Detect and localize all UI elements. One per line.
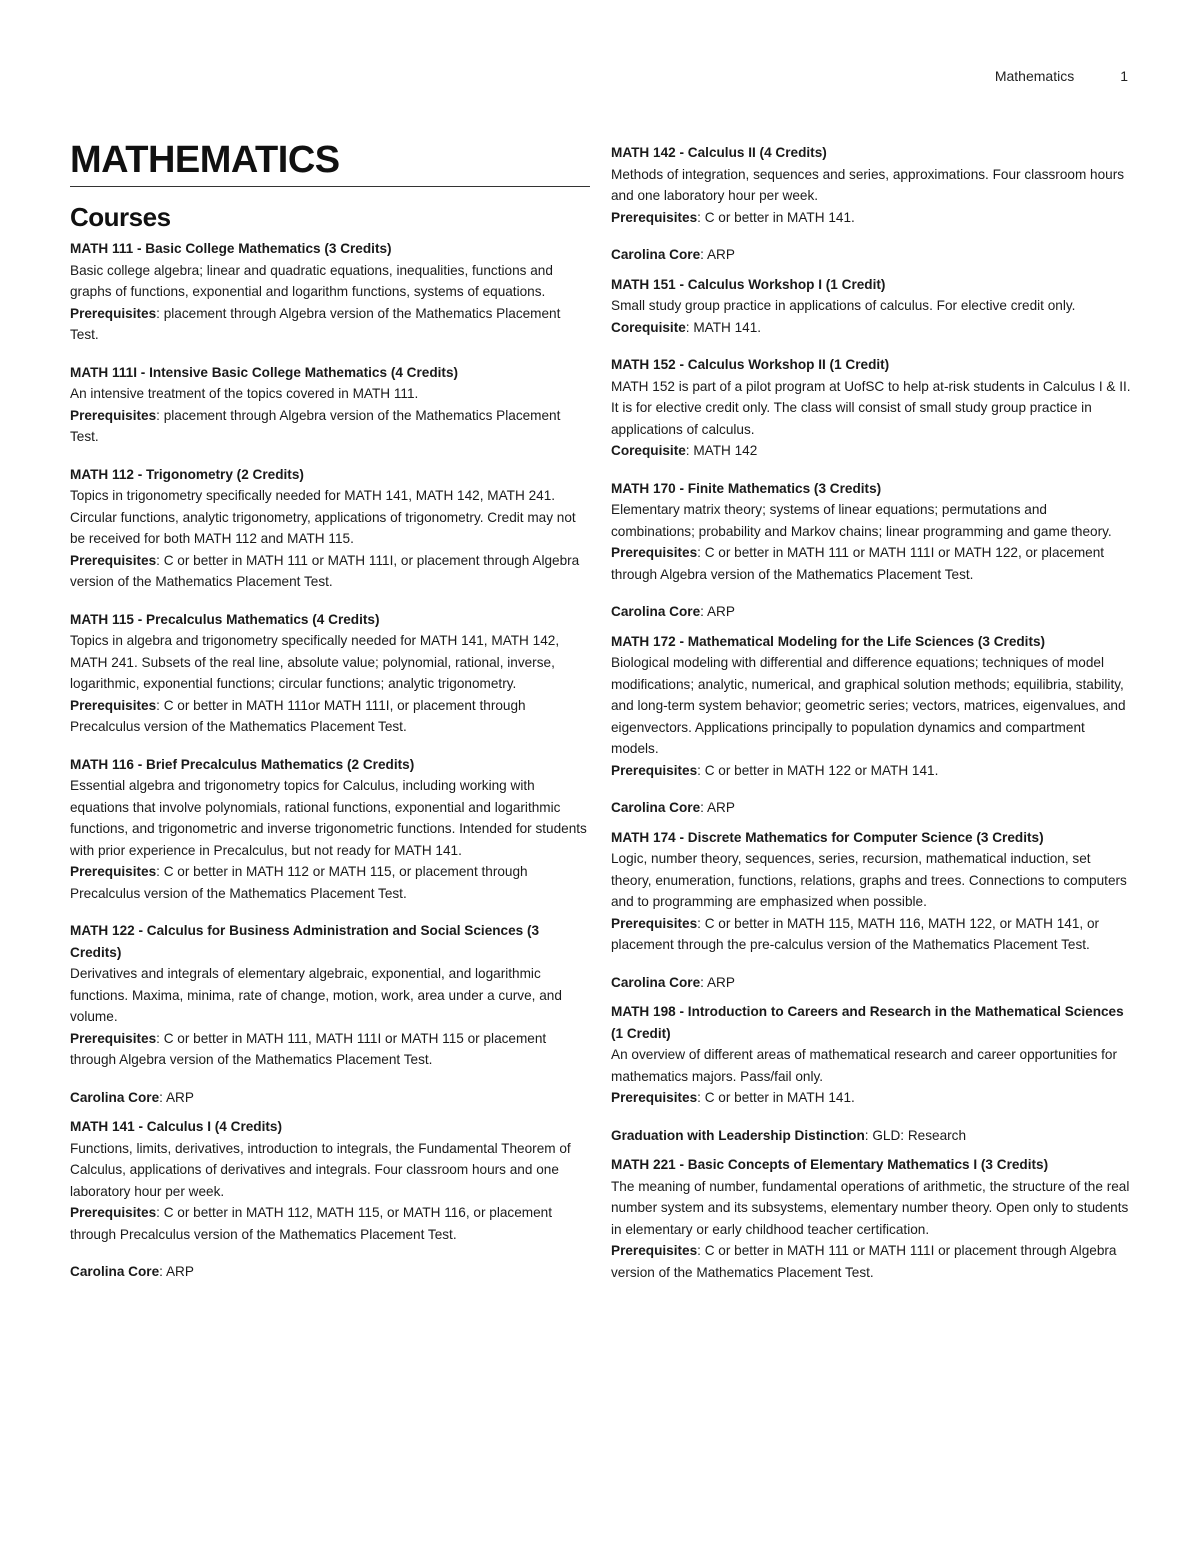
carolina-core-line [70,1087,590,1109]
carolina-core-line [611,972,1133,994]
course-heading: MATH 141 - Calculus I (4 Credits) [70,1119,283,1134]
prereq-label: Prerequisites [70,697,157,713]
course-prerequisites [611,1087,1133,1109]
course-entry [70,464,590,593]
course-entry [611,274,1133,339]
course-prerequisites [611,760,1133,782]
course-heading: MATH 116 - Brief Precalculus Mathematics (2 Credits) [70,756,415,772]
core-label: Carolina Core [611,974,701,990]
coreq-text: : MATH 142 [685,443,758,458]
course-heading: MATH 111I - Intensive Basic College Mathematics (4 Credits) [70,364,459,380]
course-entry [611,1154,1133,1283]
prereq-text: : C or better in MATH 111or MATH 111I, or placement through Precalculus version of the Mathematics Placement Test. [70,697,526,734]
prereq-text: : placement through Algebra version of the Mathematics Placement Test. [70,407,561,444]
core-label: Carolina Core [70,1089,160,1105]
course-description: Elementary matrix theory; systems of linear equations; permutations and combinations; probability and Markov chains; linear programming and game theory. [611,502,1112,539]
course-description: Topics in trigonometry specifically needed for MATH 141, MATH 142, MATH 241. Circular functions, analytic trigonometry, applications of trigonometry. Credit may not be received for both MATH 112 and MATH 115. [70,488,576,546]
prereq-label: Prerequisites [70,864,157,879]
course-heading: MATH 174 - Discrete Mathematics for Computer Science (3 Credits) [611,829,1044,845]
course-heading: MATH 111 - Basic College Mathematics (3 Credits) [70,241,392,256]
course-heading: MATH 115 - Precalculus Mathematics (4 Credits) [70,611,380,627]
course-entry [611,631,1133,782]
page-number: 1 [1120,68,1128,84]
course-prerequisites [70,303,590,346]
running-header-section: Mathematics [994,68,1075,84]
course-heading: MATH 172 - Mathematical Modeling for the Life Sciences (3 Credits) [611,633,1046,649]
course-prerequisites [611,913,1133,956]
course-entry [611,827,1133,956]
prereq-text: : C or better in MATH 111, MATH 111I or MATH 115 or placement through Algebra version of the Mathematics Placement Test. [70,1030,547,1067]
course-entry [70,238,590,346]
course-prerequisites [70,695,590,738]
course-heading: MATH 122 - Calculus for Business Administration and Social Sciences (3 Credits) [70,923,540,960]
core-label: Carolina Core [611,604,701,619]
core-label: Graduation with Leadership Distinction [611,1127,865,1143]
course-entry [611,354,1133,462]
core-value: : ARP [700,974,735,990]
course-prerequisites [70,861,590,904]
course-heading: MATH 151 - Calculus Workshop I (1 Credit) [611,276,886,292]
course-entry [70,920,590,1071]
course-prerequisites [70,550,590,593]
course-description: Derivatives and integrals of elementary algebraic, exponential, and logarithmic functions. Maxima, minima, rate of change, motion, work, area under a curve, and volume. [70,966,562,1024]
course-entry [70,754,590,905]
course-entry [611,1001,1133,1109]
course-description: Functions, limits, derivatives, introduction to integrals, the Fundamental Theorem of Calculus, applications of derivatives and integrals. Four classroom hours and one laboratory hour per week. [70,1140,571,1199]
prereq-label: Prerequisites [611,1243,698,1258]
course-corequisite [611,317,1133,339]
core-value: : ARP [159,1264,194,1279]
course-entry [70,609,590,738]
left-column [70,238,590,1283]
course-prerequisites [611,207,1133,229]
course-prerequisites [611,542,1133,585]
course-heading: MATH 152 - Calculus Workshop II (1 Credit) [611,357,890,372]
course-entry [611,142,1133,228]
course-entry [611,478,1133,586]
leadership-distinction-line [611,1125,1133,1147]
carolina-core-line [611,244,1133,266]
prereq-text: : C or better in MATH 122 or MATH 141. [697,762,939,778]
core-label: Carolina Core [611,247,701,262]
core-value: : GLD: Research [864,1127,967,1143]
prereq-label: Prerequisites [611,915,698,931]
coreq-label: Corequisite [611,443,686,458]
course-heading: MATH 221 - Basic Concepts of Elementary Mathematics I (3 Credits) [611,1157,1049,1172]
core-value: : ARP [700,247,735,262]
course-heading: MATH 112 - Trigonometry (2 Credits) [70,466,304,482]
course-entry [70,1116,590,1245]
prereq-text: : C or better in MATH 112 or MATH 115, or placement through Precalculus version of the Mathematics Placement Test. [70,864,528,901]
course-description: The meaning of number, fundamental operations of arithmetic, the structure of the real number system and its subsystems, elementary number theory. Open only to students in elementary or early childhood teacher certification. [611,1178,1130,1237]
prereq-label: Prerequisites [70,407,157,423]
course-prerequisites [70,1028,590,1071]
prereq-label: Prerequisites [611,762,698,778]
prereq-label: Prerequisites [70,1030,157,1046]
course-description: Topics in algebra and trigonometry specifically needed for MATH 141, MATH 142, MATH 241. Subsets of the real line, absolute value; polynomial, rational, inverse, logarithmic, exponential functions; circular functions; analytic trigonometry. [70,633,560,691]
prereq-text: : C or better in MATH 111 or MATH 111I or placement through Algebra version of the Mathematics Placement Test. [611,1243,1117,1280]
course-prerequisites [70,405,590,448]
section-title: Courses [70,202,171,232]
page-title: MATHEMATICS [70,138,590,187]
prereq-text: : C or better in MATH 115, MATH 116, MATH 122, or MATH 141, or placement through the pre-calculus version of the Mathematics Placement Test. [611,915,1100,952]
prereq-label: Prerequisites [611,545,698,560]
core-value: : ARP [700,800,735,815]
running-header [995,68,1128,84]
prereq-text: : C or better in MATH 111 or MATH 111I, or placement through Algebra version of the Mathematics Placement Test. [70,552,580,589]
prereq-text: : C or better in MATH 141. [697,1090,855,1105]
course-heading: MATH 170 - Finite Mathematics (3 Credits) [611,480,882,496]
core-value: : ARP [159,1089,194,1105]
course-description: Biological modeling with differential and difference equations; techniques of model modifications; analytic, numerical, and graphical solution methods; equilibria, stability, and long-term system behavior; geometric series; vectors, matrices, eigenvalues, and eigenvectors. Applications principally to population dynamics and compartment models. [611,655,1126,756]
carolina-core-line [611,601,1133,623]
course-entry [70,362,590,448]
course-description: Small study group practice in applications of calculus. For elective credit only. [611,298,1076,313]
core-value: : ARP [700,604,735,619]
course-description: Basic college algebra; linear and quadratic equations, inequalities, functions and graphs of functions, exponential and logarithm functions, systems of equations. [70,262,553,299]
prereq-label: Prerequisites [70,552,157,568]
core-label: Carolina Core [70,1264,160,1279]
course-prerequisites [70,1202,590,1245]
course-description: Methods of integration, sequences and series, approximations. Four classroom hours and one laboratory hour per week. [611,166,1125,203]
course-description: An intensive treatment of the topics covered in MATH 111. [70,386,419,401]
course-heading: MATH 142 - Calculus II (4 Credits) [611,145,827,160]
prereq-label: Prerequisites [611,209,698,225]
coreq-text: : MATH 141. [685,319,762,335]
right-column [611,142,1133,1283]
course-corequisite [611,440,1133,462]
carolina-core-line [611,797,1133,819]
prereq-label: Prerequisites [611,1090,698,1105]
prereq-label: Prerequisites [70,1205,157,1220]
course-description: An overview of different areas of mathematical research and career opportunities for mathematics majors. Pass/fail only. [611,1047,1118,1084]
course-description: MATH 152 is part of a pilot program at UofSC to help at-risk students in Calculus I & II. It is for elective credit only. The class will consist of small study group practice in applications of calculus. [611,378,1131,437]
prereq-text: : C or better in MATH 111 or MATH 111I or MATH 122, or placement through Algebra version of the Mathematics Placement Test. [611,545,1105,582]
prereq-text: : C or better in MATH 112, MATH 115, or MATH 116, or placement through Precalculus version of the Mathematics Placement Test. [70,1205,553,1242]
course-prerequisites [611,1240,1133,1283]
course-heading: MATH 198 - Introduction to Careers and Research in the Mathematical Sciences (1 Credit) [611,1004,1124,1041]
carolina-core-line [70,1261,590,1283]
prereq-text: : C or better in MATH 141. [697,209,855,225]
coreq-label: Corequisite [611,319,686,335]
course-description: Essential algebra and trigonometry topics for Calculus, including working with equations that involve polynomials, rational functions, exponential and logarithmic functions, and trigonometric and inverse trigonometric functions. Intended for students with prior experience in Precalculus, but not ready for MATH 141. [70,778,587,858]
prereq-label: Prerequisites [70,305,157,321]
prereq-text: : placement through Algebra version of the Mathematics Placement Test. [70,305,561,342]
core-label: Carolina Core [611,800,701,815]
course-description: Logic, number theory, sequences, series, recursion, mathematical induction, set theory, enumeration, functions, relations, graphs and trees. Connections to computers and to programming are emphasized when possible. [611,851,1127,909]
